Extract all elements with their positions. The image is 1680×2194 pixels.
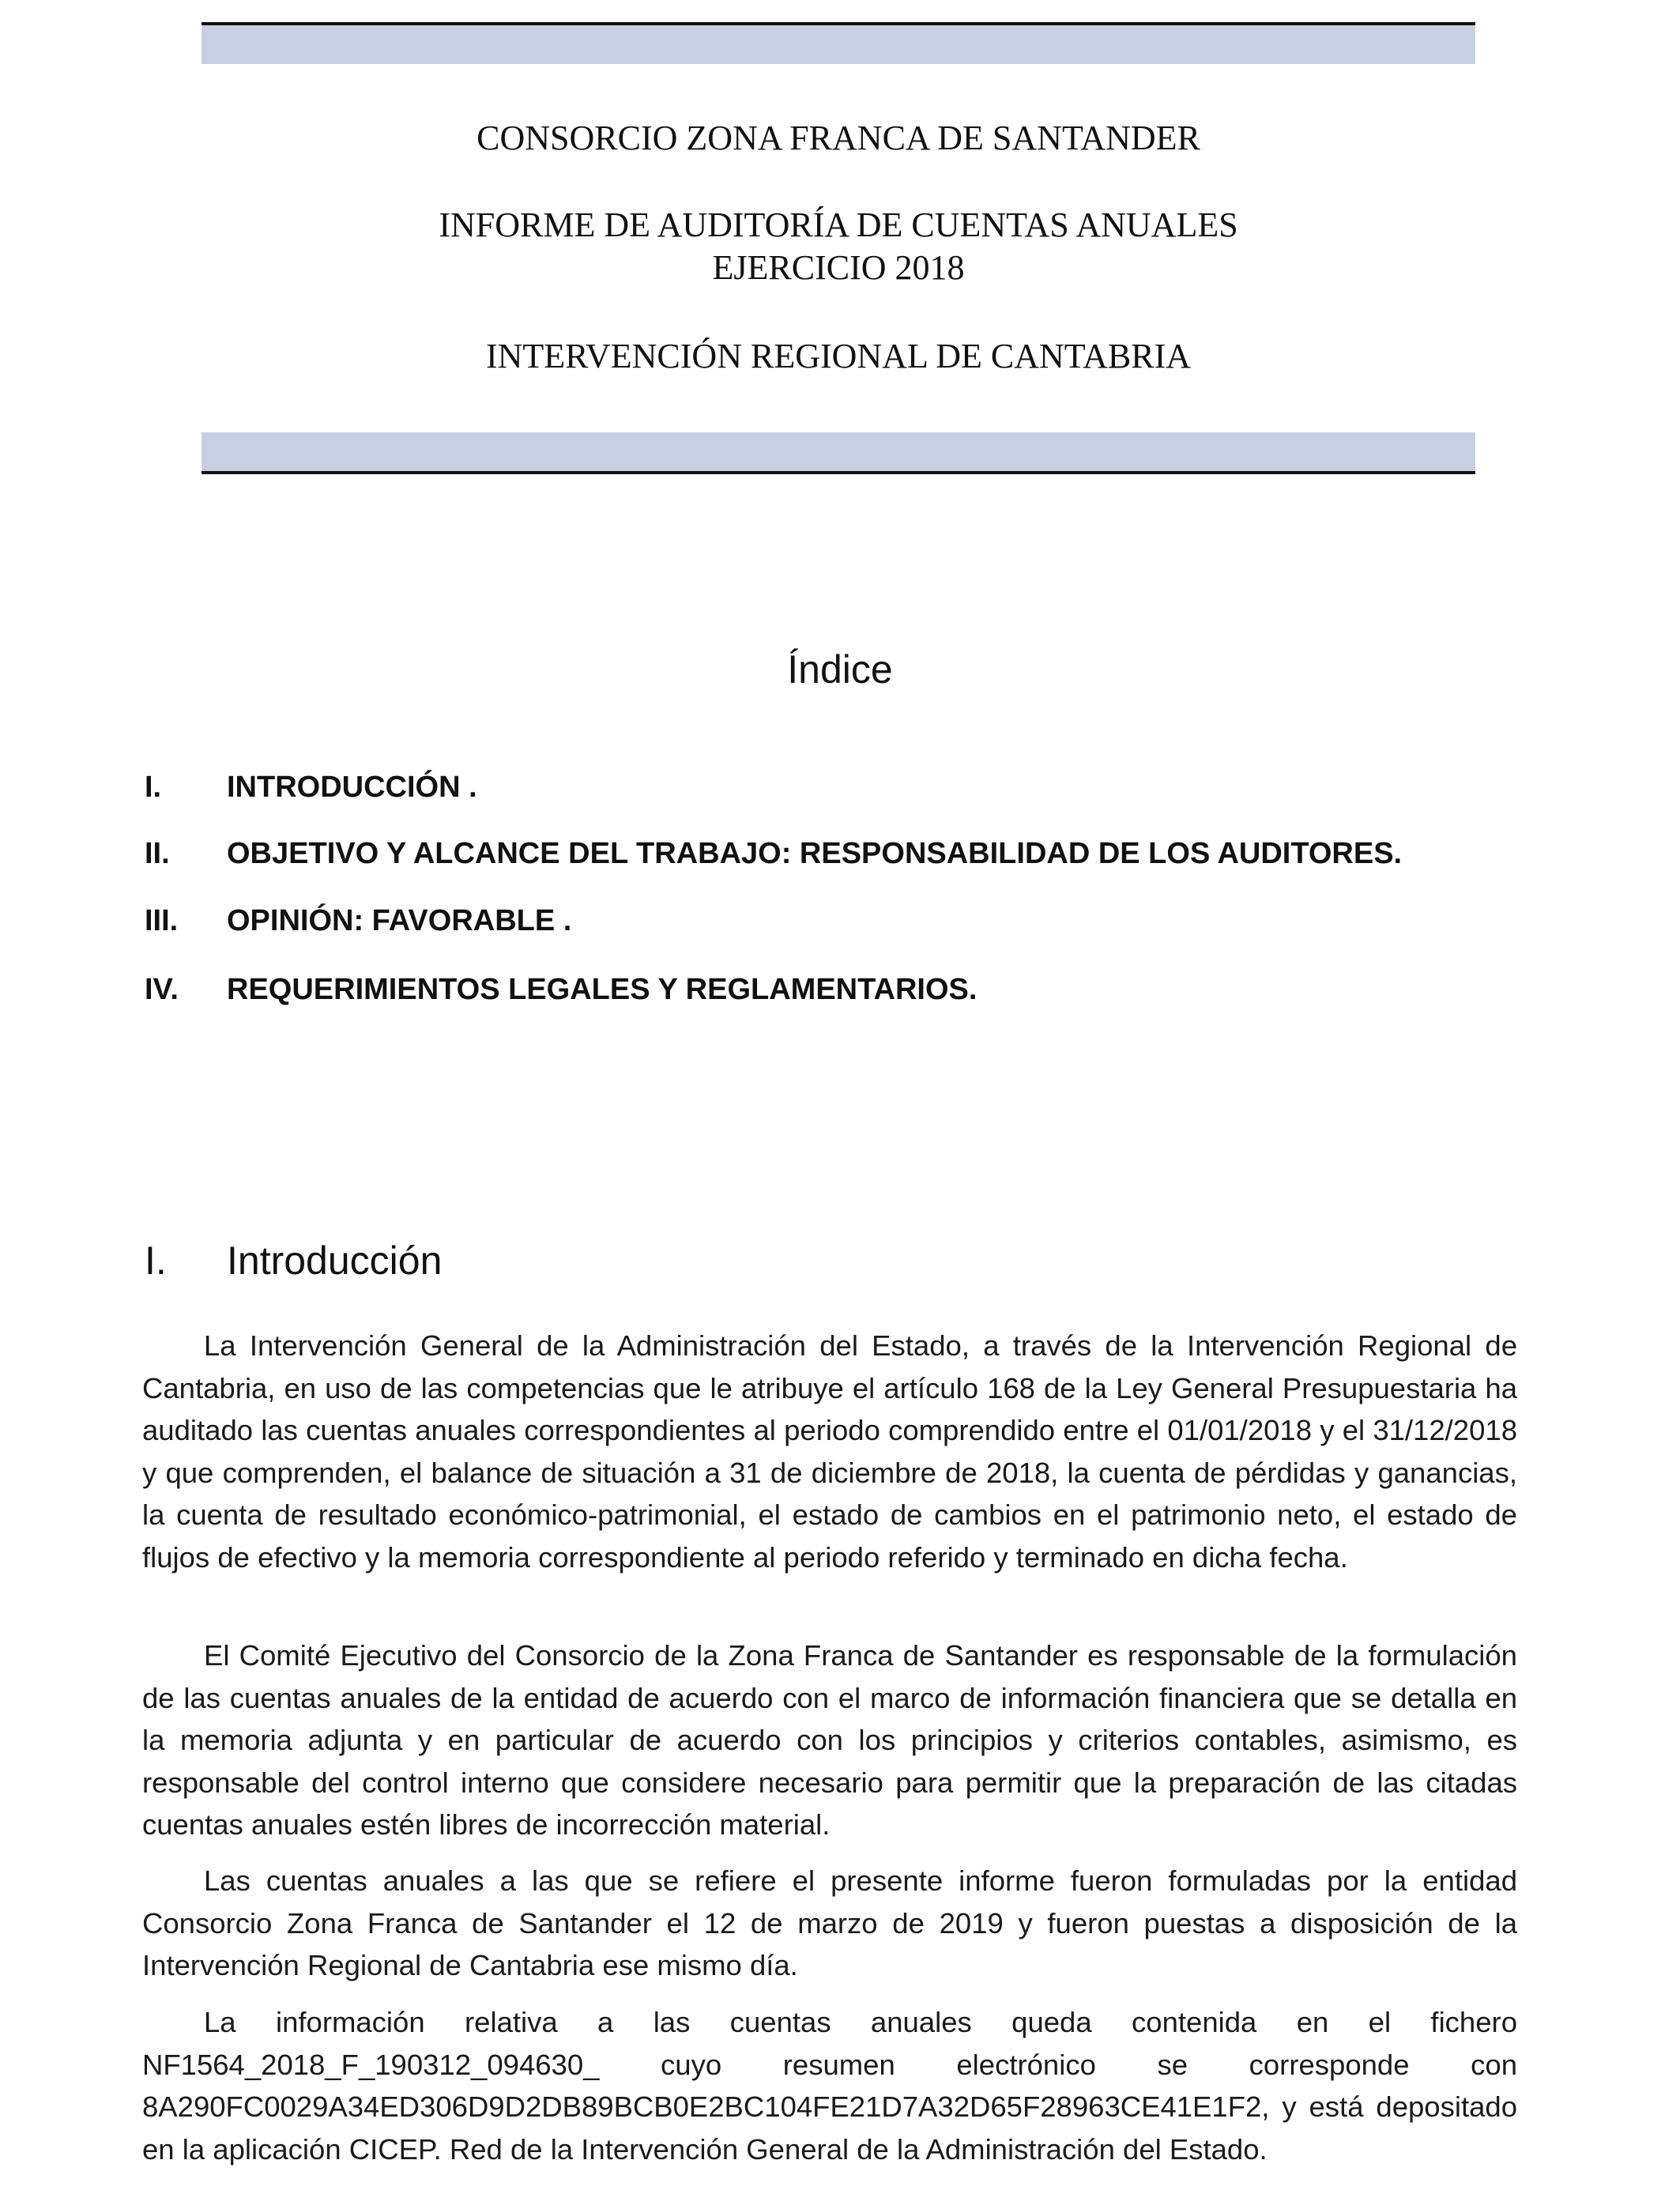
toc-item[interactable] — [145, 763, 477, 811]
paragraph-responsibility: El Comité Ejecutivo del Consorcio de la Zona Franca de Santander es responsable de la formulación de las cuentas anuales de la entidad de acuerdo con el marco de información financiera que se detalla en la memoria adjunta y en particular de acuerdo con los principios y criterios contables, asimismo, es responsable del control interno que considere necesario para permitir que la preparación de las citadas cuentas anuales estén libres de incorrección material. — [142, 1639, 1517, 1841]
paragraph-file-info: La información relativa a las cuentas anuales queda contenida en el fichero NF1564_2018_F_190312_094630_ cuyo resumen electrónico se corresponde con 8A290FC0029A34ED306D9D2DB89BCB0E2BC104FE21D7A32D65F28963CE41E1F2, y está depositado en la aplicación CICEP. Red de la Intervención General de la Administración del Estado. — [142, 2006, 1517, 2166]
section-title: Introducción — [227, 1238, 443, 1283]
toc-item[interactable] — [145, 897, 571, 944]
section-heading — [145, 1238, 442, 1284]
toc-item-number: I. — [145, 770, 162, 804]
header-band-top — [202, 22, 1475, 64]
toc-item-label: REQUERIMIENTOS LEGALES Y REGLAMENTARIOS. — [227, 972, 977, 1006]
section-number: I. — [145, 1238, 167, 1283]
toc-item-number: IV. — [145, 972, 179, 1006]
toc-item-label: OBJETIVO Y ALCANCE DEL TRABAJO: RESPONSABILIDAD DE LOS AUDITORES. — [227, 836, 1403, 870]
paragraph-intro: La Intervención General de la Administración del Estado, a través de la Intervención Regional de Cantabria, en uso de las competencias que le atribuye el artículo 168 de la Ley General Presupuestaria ha auditado las cuentas anuales correspondientes al periodo comprendido entre el 01/01/2018 y el 31/12/2018 y que comprenden, el balance de situación a 31 de diciembre de 2018, la cuenta de pérdidas y ganancias, la cuenta de resultado económico-patrimonial, el estado de cambios en el patrimonio neto, el estado de flujos de efectivo y la memoria correspondiente al periodo referido y terminado en dicha fecha. — [142, 1329, 1517, 1574]
organization-title: CONSORCIO ZONA FRANCA DE SANTANDER — [477, 119, 1200, 157]
index-title: Índice — [787, 647, 893, 692]
toc-item[interactable] — [145, 830, 1402, 877]
toc-item-number: III. — [145, 903, 179, 937]
toc-item[interactable] — [145, 966, 977, 1013]
fiscal-year: EJERCICIO 2018 — [712, 248, 965, 287]
toc-item-label: OPINIÓN: FAVORABLE . — [227, 903, 572, 937]
header-band-bottom — [202, 432, 1475, 474]
toc-item-label: INTRODUCCIÓN . — [227, 770, 477, 804]
issuer-title: INTERVENCIÓN REGIONAL DE CANTABRIA — [485, 337, 1191, 375]
paragraph-formulation: Las cuentas anuales a las que se refiere el presente informe fueron formuladas por la entidad Consorcio Zona Franca de Santander el 12 de marzo de 2019 y fueron puestas a disposición de la Intervención Regional de Cantabria ese mismo día. — [142, 1864, 1517, 1981]
report-title: INFORME DE AUDITORÍA DE CUENTAS ANUALES — [439, 205, 1238, 244]
toc-item-number: II. — [145, 836, 170, 870]
